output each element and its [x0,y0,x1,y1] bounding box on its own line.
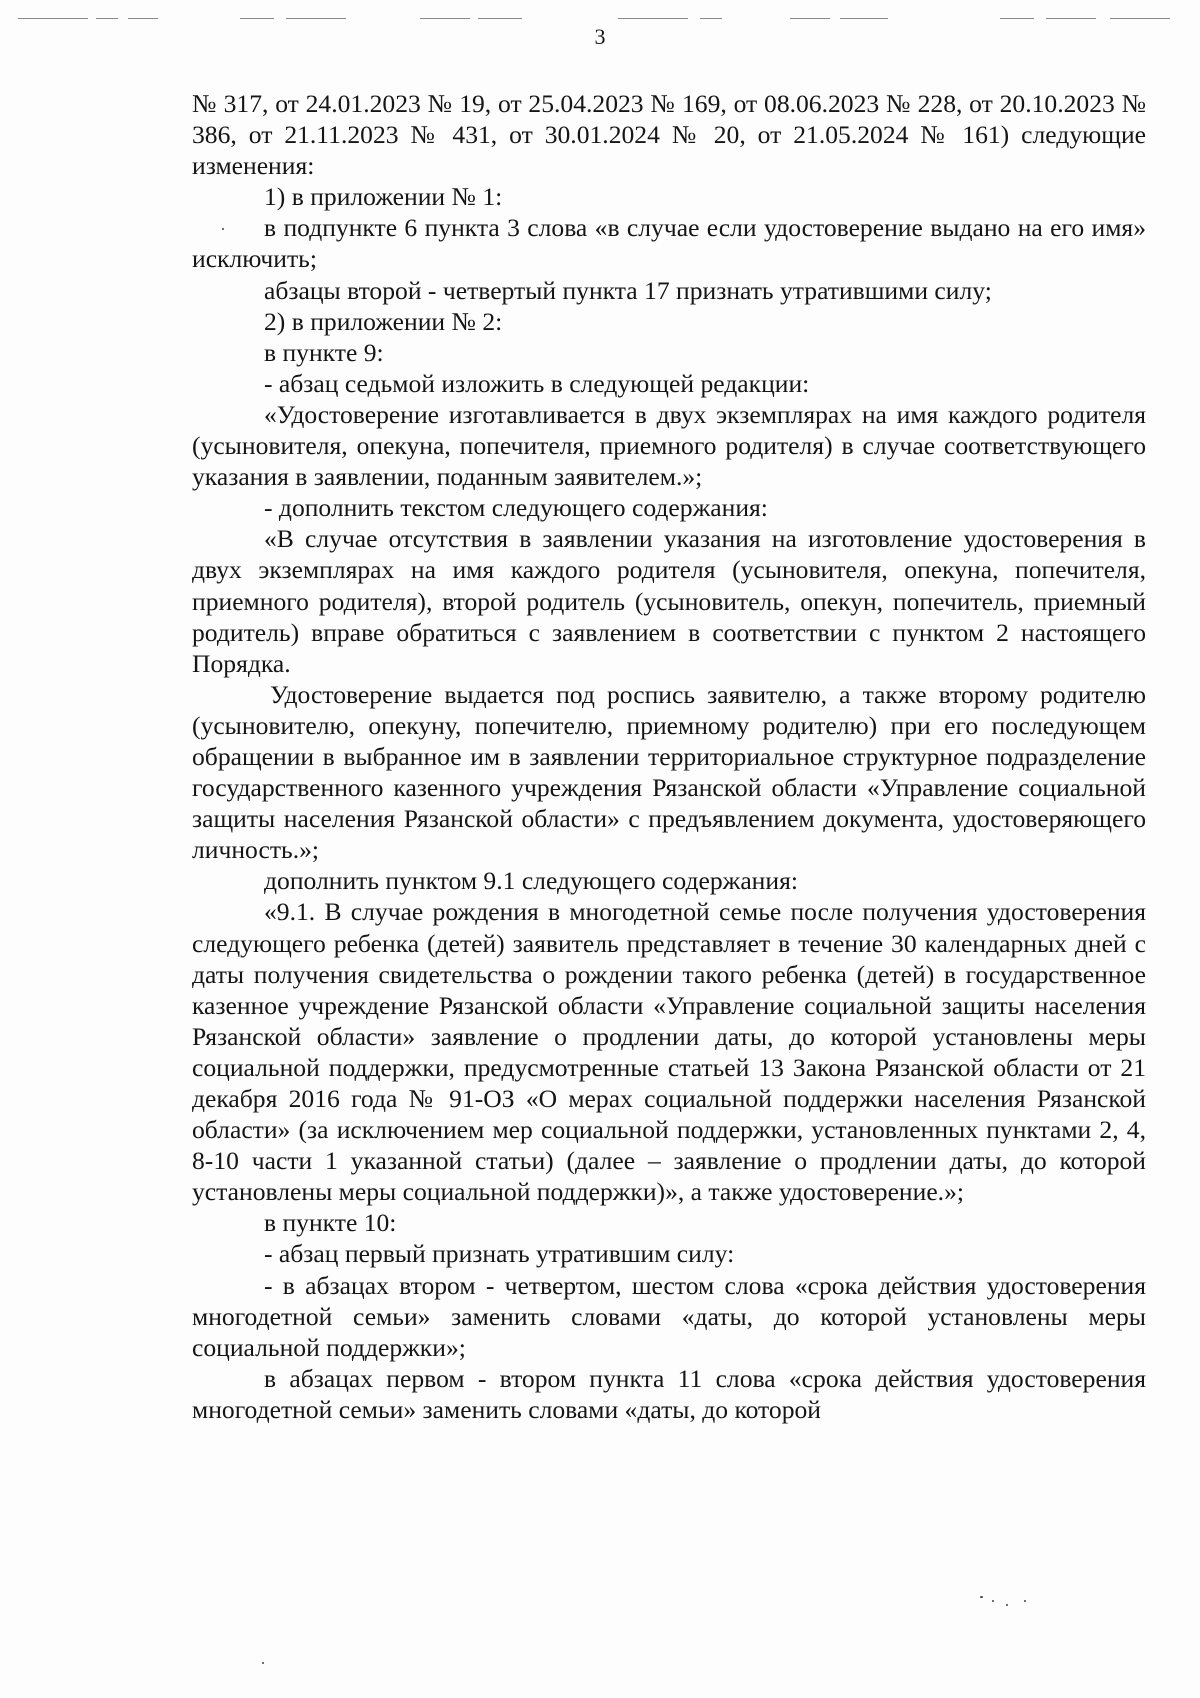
paragraph: в абзацах первом - втором пункта 11 слова «срока действия удостоверения многодетной семьи» заменить словами «даты, до которой [192,1363,1146,1424]
scan-speck [1006,1604,1008,1606]
paragraph: - в абзацах втором - четвертом, шестом слова «срока действия удостоверения многодетной семьи» заменить словами «даты, до которой установлены меры социальной поддержки»; [192,1270,1146,1362]
paragraph: Удостоверение выдается под роспись заявителю, а также второму родителю (усыновителю, опекуну, попечителю, приемному родителю) при его последующем обращении в выбранное им в заявлении территориальное структурное подразделение государственного казенного учреждения Рязанской области «Управление социальной защиты населения Рязанской области» с предъявлением документа, удостоверяющего личность.»; [192,679,1146,865]
paragraph: дополнить пунктом 9.1 следующего содержания: [264,866,798,896]
paragraph: 2) в приложении № 2: [264,306,503,336]
scan-speck [992,1600,994,1602]
paragraph: - дополнить текстом следующего содержания: [264,493,768,523]
scan-top-edge [0,14,1200,24]
scan-speck [1024,1600,1026,1602]
scan-speck [222,228,224,230]
paragraph: № 317, от 24.01.2023 № 19, от 25.04.2023 № 169, от 08.06.2023 № 228, от 20.10.2023 № 386, от 21.11.2023 № 431, от 30.01.2024 № 20, от 21.05.2024 № 161) следующие изменения: [192,89,1146,181]
document-body [192,88,1146,1425]
paragraph: «Удостоверение изготавливается в двух экземплярах на имя каждого родителя (усыновителя, опекуна, попечителя, приемного родителя) в случае соответствующего указания в заявлении, поданным заявителем.»; [192,399,1146,492]
paragraph: в пункте 9: [264,337,384,367]
scan-speck [980,1596,983,1598]
paragraph: в подпункте 6 пункта 3 слова «в случае если удостоверение выдано на его имя» исключить; [192,213,1146,274]
paragraph: - абзац первый признать утратившим силу: [264,1239,735,1269]
paragraph: абзацы второй - четвертый пункта 17 признать утратившими силу; [264,275,992,305]
paragraph: 1) в приложении № 1: [264,182,503,212]
scan-speck [262,1662,264,1664]
paragraph: - абзац седьмой изложить в следующей редакции: [264,368,810,398]
paragraph: «9.1. В случае рождения в многодетной семье после получения удостоверения следующего ребенка (детей) заявитель представляет в течение 30 календарных дней с даты получения свидетельства о рождении такого ребенка (детей) в государственное казенное учреждение Рязанской области «Управление социальной защиты населения Рязанской области» заявление о продлении даты, до которой установлены меры социальной поддержки, предусмотренные статьей 13 Закона Рязанской области от 21 декабря 2016 года № 91-ОЗ «О мерах социальной поддержки населения Рязанской области» (за исключением мер социальной поддержки, установленных пунктами 2, 4, 8-10 части 1 указанной статьи) (далее – заявление о продлении даты, до которой установлены меры социальной поддержки)», а также удостоверение.»; [192,897,1146,1207]
paragraph: «В случае отсутствия в заявлении указания на изготовление удостоверения в двух экземплярах на имя каждого родителя (усыновителя, опекуна, попечителя, приемного родителя), второй родитель (усыновитель, опекун, попечитель, приемный родитель) вправе обратиться с заявлением в соответствии с пунктом 2 настоящего Порядка. [192,524,1146,678]
page-number: 3 [594,24,606,49]
paragraph: в пункте 10: [264,1208,397,1238]
